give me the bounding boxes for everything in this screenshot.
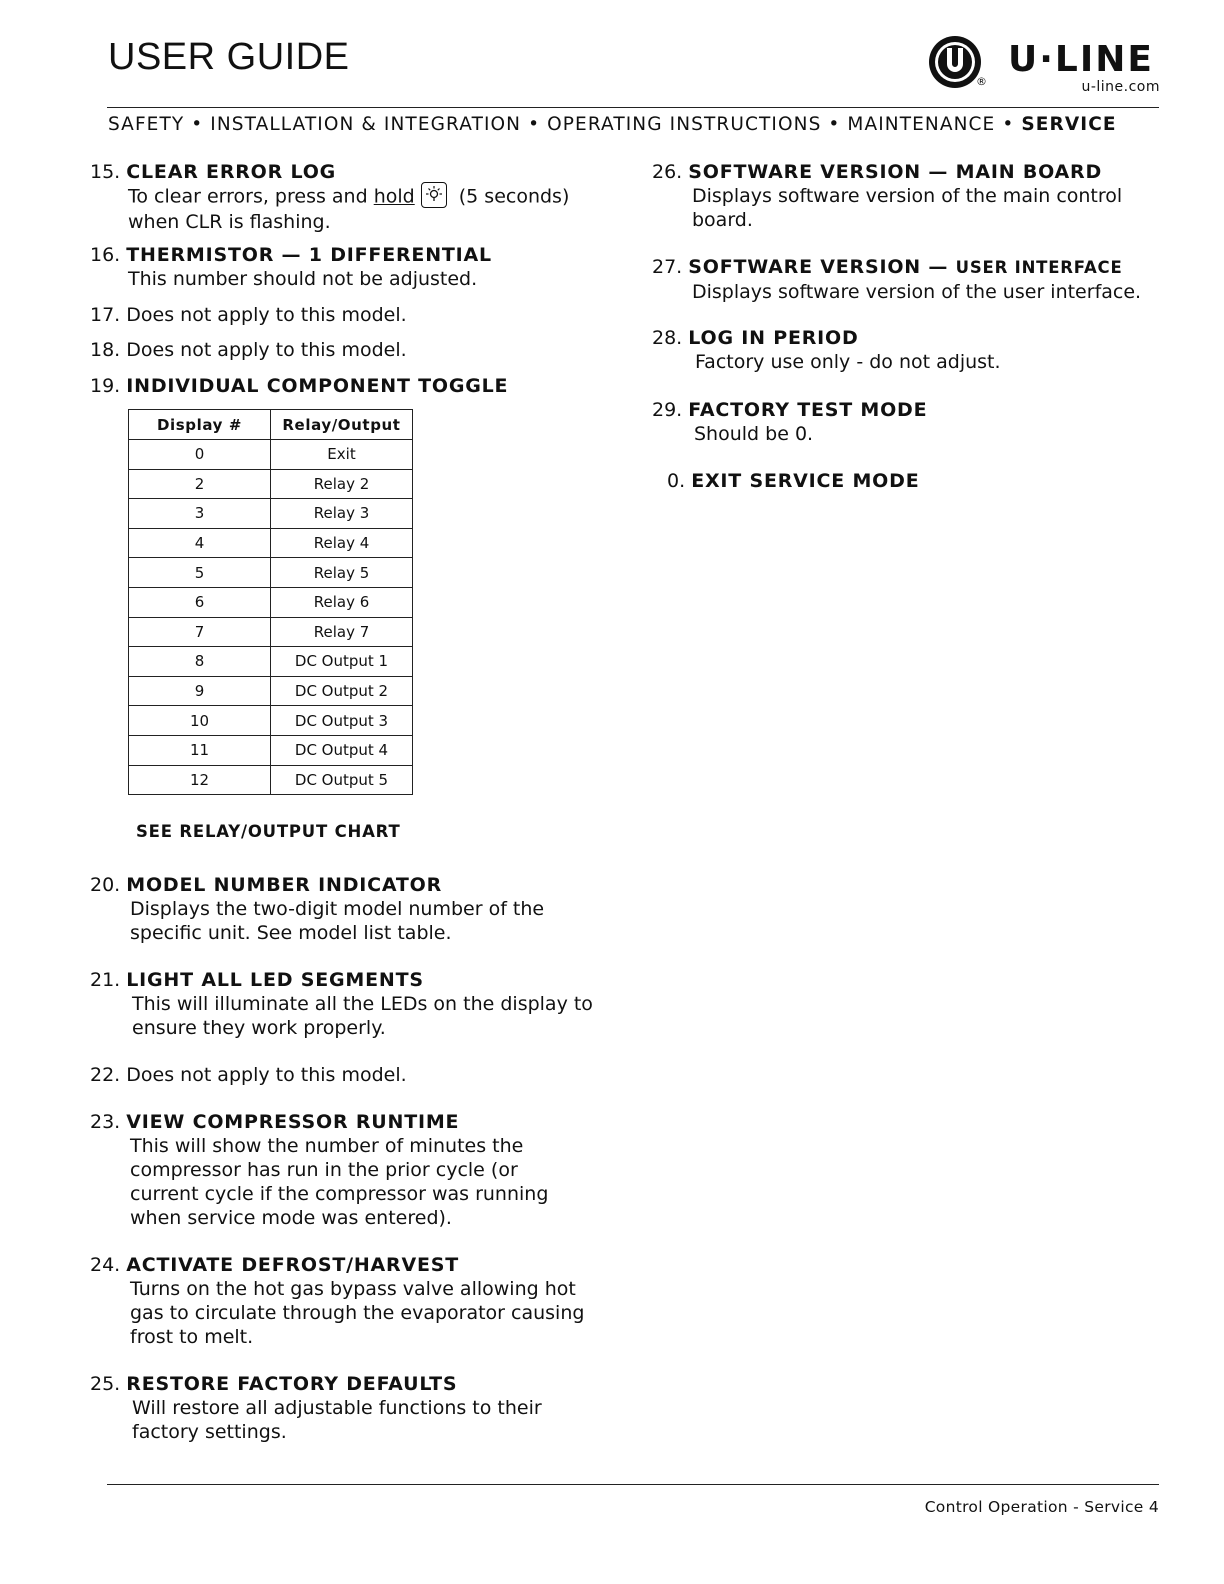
item-17: [90, 303, 407, 327]
item-22: [90, 1063, 407, 1087]
nav-installation[interactable]: INSTALLATION & INTEGRATION: [210, 114, 522, 135]
hold-text: hold: [373, 185, 415, 208]
table-row: [129, 676, 413, 706]
relay-cell: Relay 4: [271, 528, 413, 558]
display-cell: 0: [129, 440, 271, 470]
item-text: ensure they work properly.: [132, 1017, 386, 1039]
nav-separator: •: [191, 114, 204, 135]
item-number: 20.: [90, 874, 121, 896]
item-29-factory-test-mode: [652, 398, 927, 446]
item-0-exit-service-mode: [667, 469, 919, 493]
relay-cell: DC Output 4: [271, 735, 413, 765]
website-url[interactable]: u-line.com: [1081, 79, 1160, 95]
relay-cell: DC Output 3: [271, 706, 413, 736]
item-text: Displays the two-digit model number of the: [130, 898, 545, 920]
item-text: Does not apply to this model.: [126, 304, 407, 326]
item-heading: THERMISTOR — 1 DIFFERENTIAL: [126, 244, 492, 266]
item-heading: CLEAR ERROR LOG: [126, 161, 337, 183]
display-cell: 10: [129, 706, 271, 736]
footer-divider: [107, 1484, 1159, 1485]
item-text: Turns on the hot gas bypass valve allowing hot: [130, 1278, 576, 1300]
relay-cell: DC Output 1: [271, 647, 413, 677]
item-heading-small: USER INTERFACE: [955, 258, 1123, 277]
item-heading: EXIT SERVICE MODE: [691, 470, 920, 492]
item-19-component-toggle: [90, 374, 508, 398]
item-heading: INDIVIDUAL COMPONENT TOGGLE: [126, 375, 509, 397]
light-button-icon: [421, 182, 447, 208]
item-text: Displays software version of the user interface.: [692, 281, 1142, 303]
table-row: [129, 706, 413, 736]
relay-cell: Relay 6: [271, 587, 413, 617]
item-text: frost to melt.: [130, 1326, 254, 1348]
item-number: 19.: [90, 375, 121, 397]
display-cell: 6: [129, 587, 271, 617]
display-cell: 7: [129, 617, 271, 647]
item-heading: SOFTWARE VERSION — MAIN BOARD: [688, 161, 1103, 183]
table-row: [129, 440, 413, 470]
item-text: current cycle if the compressor was running: [130, 1183, 549, 1205]
item-number: 22.: [90, 1064, 121, 1086]
table-row: [129, 528, 413, 558]
item-25-factory-defaults: [90, 1372, 542, 1444]
item-21-light-leds: [90, 968, 593, 1040]
item-text: Should be 0.: [694, 423, 814, 445]
display-cell: 5: [129, 558, 271, 588]
item-heading: LOG IN PERIOD: [688, 327, 859, 349]
item-15-clear-error-log: [90, 160, 569, 234]
relay-cell: Relay 3: [271, 499, 413, 529]
nav-separator: •: [1002, 114, 1015, 135]
item-text: This will show the number of minutes the: [130, 1135, 524, 1157]
nav-safety[interactable]: SAFETY: [108, 114, 185, 135]
item-text: Does not apply to this model.: [126, 339, 407, 361]
registered-mark: ®: [976, 75, 987, 88]
item-number: 27.: [652, 256, 683, 278]
column-header-relay-output: Relay/Output: [271, 410, 413, 440]
item-number: 28.: [652, 327, 683, 349]
item-text: compressor has run in the prior cycle (or: [130, 1159, 518, 1181]
item-20-model-number: [90, 873, 544, 945]
page-footer: Control Operation - Service 4: [924, 1498, 1159, 1516]
table-row: [129, 617, 413, 647]
display-cell: 9: [129, 676, 271, 706]
section-breadcrumb: [108, 114, 1117, 135]
page-title: USER GUIDE: [108, 36, 350, 78]
item-heading: SOFTWARE VERSION —: [688, 256, 956, 278]
item-number: 18.: [90, 339, 121, 361]
item-heading: RESTORE FACTORY DEFAULTS: [126, 1373, 458, 1395]
item-24-defrost-harvest: [90, 1253, 584, 1349]
item-heading: ACTIVATE DEFROST/HARVEST: [126, 1254, 460, 1276]
item-number: 17.: [90, 304, 121, 326]
item-text: To clear errors, press and: [128, 185, 374, 208]
item-text: This will illuminate all the LEDs on the display to: [132, 993, 593, 1015]
display-cell: 12: [129, 765, 271, 795]
nav-operating[interactable]: OPERATING INSTRUCTIONS: [547, 114, 822, 135]
relay-cell: Exit: [271, 440, 413, 470]
item-heading: FACTORY TEST MODE: [688, 399, 928, 421]
item-23-compressor-runtime: [90, 1110, 548, 1230]
display-cell: 2: [129, 469, 271, 499]
brand-logo: [928, 35, 1160, 95]
nav-maintenance[interactable]: MAINTENANCE: [847, 114, 996, 135]
table-row: [129, 765, 413, 795]
logo-wordmark: U·LINE: [1008, 39, 1154, 80]
item-number: 29.: [652, 399, 683, 421]
table-header-row: [129, 410, 413, 440]
item-text: Does not apply to this model.: [126, 1064, 407, 1086]
item-26-software-main-board: [652, 160, 1122, 232]
table-row: [129, 558, 413, 588]
column-header-display: Display #: [129, 410, 271, 440]
table-row: [129, 587, 413, 617]
item-number: 21.: [90, 969, 121, 991]
relay-chart-caption: SEE RELAY/OUTPUT CHART: [136, 822, 401, 841]
relay-output-table: [128, 409, 413, 795]
relay-cell: DC Output 2: [271, 676, 413, 706]
item-number: 23.: [90, 1111, 121, 1133]
item-number: 15.: [90, 161, 121, 183]
item-text: when CLR is flashing.: [128, 211, 331, 233]
table-row: [129, 499, 413, 529]
item-heading: LIGHT ALL LED SEGMENTS: [126, 969, 424, 991]
table-row: [129, 735, 413, 765]
item-text: Will restore all adjustable functions to their: [132, 1397, 542, 1419]
item-18: [90, 338, 407, 362]
nav-service-active[interactable]: SERVICE: [1021, 114, 1117, 135]
item-text: gas to circulate through the evaporator causing: [130, 1302, 585, 1324]
nav-separator: •: [528, 114, 541, 135]
item-text: factory settings.: [132, 1421, 287, 1443]
item-text: This number should not be adjusted.: [128, 268, 478, 290]
table-row: [129, 469, 413, 499]
relay-cell: Relay 5: [271, 558, 413, 588]
item-number: 16.: [90, 244, 121, 266]
relay-cell: DC Output 5: [271, 765, 413, 795]
item-number: 0.: [667, 470, 686, 492]
item-text: board.: [692, 209, 753, 231]
display-cell: 4: [129, 528, 271, 558]
item-28-log-in-period: [652, 326, 1001, 374]
item-number: 26.: [652, 161, 683, 183]
item-text: when service mode was entered).: [130, 1207, 452, 1229]
relay-cell: Relay 7: [271, 617, 413, 647]
display-cell: 11: [129, 735, 271, 765]
item-heading: VIEW COMPRESSOR RUNTIME: [126, 1111, 460, 1133]
item-text: Displays software version of the main control: [692, 185, 1123, 207]
table-row: [129, 647, 413, 677]
display-cell: 3: [129, 499, 271, 529]
item-16-thermistor: [90, 243, 492, 291]
item-number: 24.: [90, 1254, 121, 1276]
relay-cell: Relay 2: [271, 469, 413, 499]
item-text: (5 seconds): [452, 185, 570, 208]
item-text: Factory use only - do not adjust.: [695, 351, 1001, 373]
item-text: specific unit. See model list table.: [130, 922, 452, 944]
item-heading: MODEL NUMBER INDICATOR: [126, 874, 443, 896]
header-divider: [107, 107, 1159, 108]
item-27-software-user-interface: [652, 255, 1141, 304]
nav-separator: •: [828, 114, 841, 135]
item-number: 25.: [90, 1373, 121, 1395]
display-cell: 8: [129, 647, 271, 677]
